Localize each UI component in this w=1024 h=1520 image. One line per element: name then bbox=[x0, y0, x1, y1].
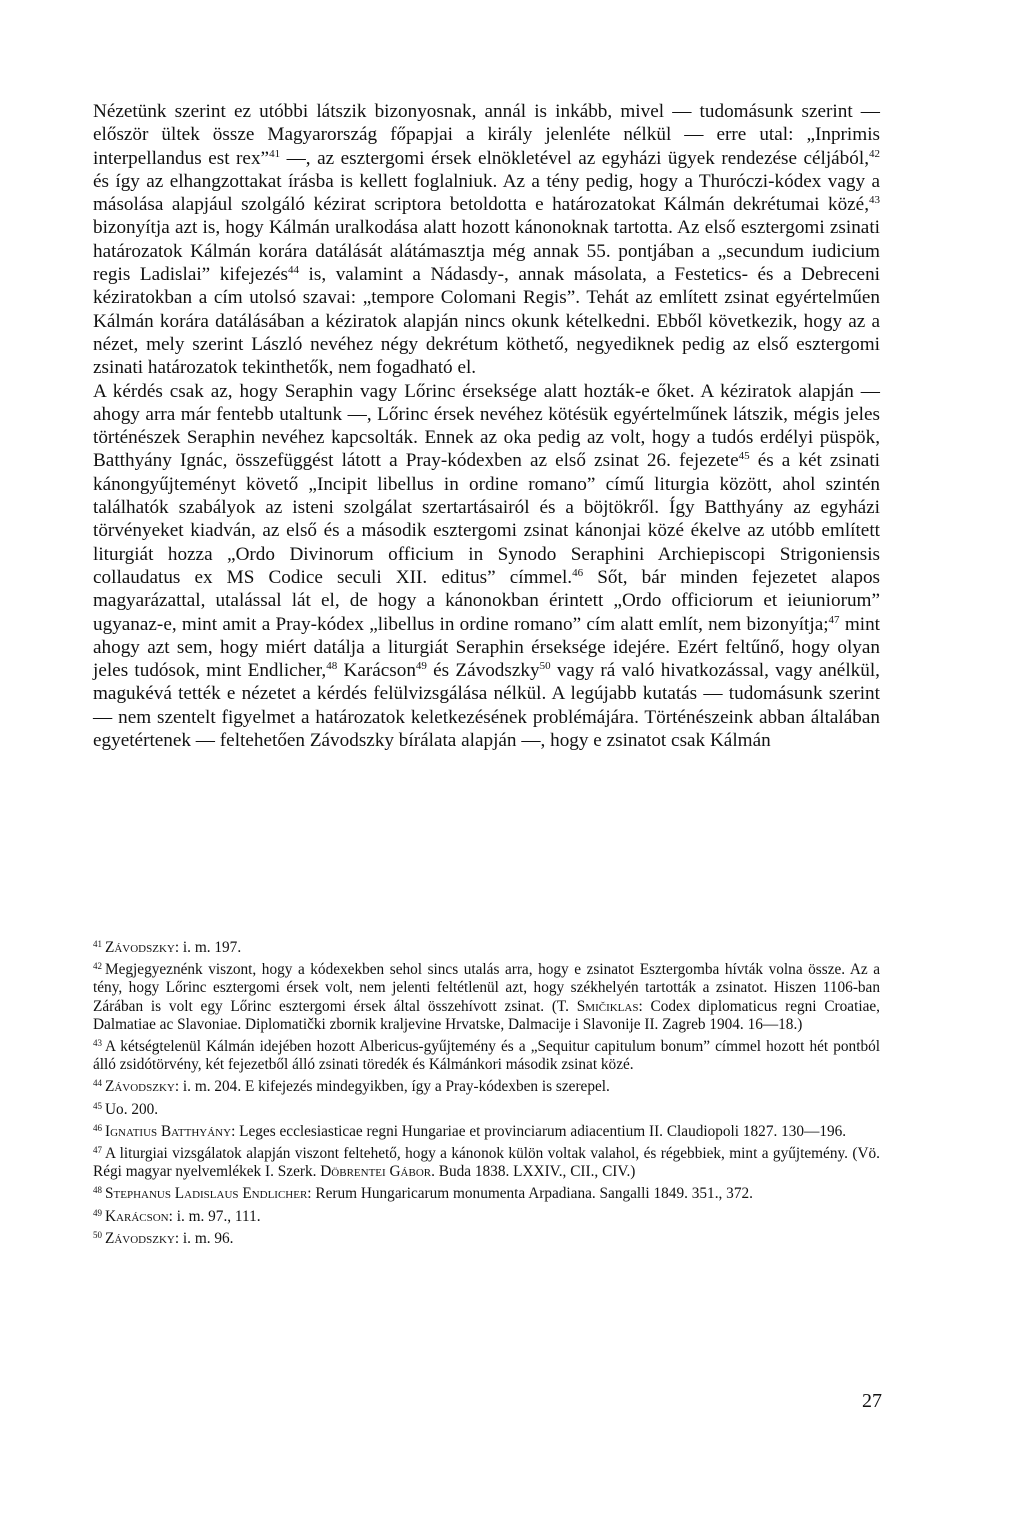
footnote-ref-46[interactable]: 46 bbox=[572, 566, 584, 579]
footnote-ref-43[interactable]: 43 bbox=[869, 194, 880, 207]
footnote-ref-47[interactable]: 47 bbox=[828, 613, 840, 626]
footnote-42: $^{42}$ Megjegyeznénk viszont, hogy a kódexekben sehol sincs utalás arra, hogy e zsinatot Esztergomba hívták volna össze. Az a tény, hogy Lőrinc esztergomi érsek volt, nem jelenti feltétlenül azt, hogy székhelyén tartották a zsinatot. Hiszen 1106-ban Zárában is volt egy Lőrinc esztergomi érsek által összehívott zsinat. (T. Smičiklas: Codex diplomaticus regni Croatiae, Dalmatiae ac Slavoniae. Diplomatički zbornik kraljevine Hrvatske, Dalmacije i Slavonije II. Zagreb 1904. 16—18.) bbox=[93, 961, 880, 1033]
footnote-ref-49[interactable]: 49 bbox=[415, 660, 427, 673]
footnote-46: $^{46}$ Ignatius Batthyány: Leges ecclesiasticae regni Hungariae et provinciarum adiacentium II. Claudiopoli 1827. 130—196. bbox=[93, 1122, 847, 1140]
footnotes bbox=[93, 935, 880, 1248]
footnote-ref-44[interactable]: 44 bbox=[287, 264, 299, 277]
footnote-ref-41[interactable]: 41 bbox=[269, 147, 281, 160]
footnote-44: $^{44}$ Závodszky: i. m. 204. E kifejezés mindegyikben, így a Pray-kódexben is szerepel. bbox=[93, 1078, 610, 1096]
paragraph-2: A kérdés csak az, hogy Seraphin vagy Lőrinc érseksége alatt hozták-e őket. A kéziratok alapján — ahogy arra már fentebb utaltunk —, Lőrinc érsek nevéhez kötésük egyértelműnek látszik, mégis jeles történészek Seraphin nevéhez kapcsolták. Ennek az oka pedig az volt, hogy a tudós erdélyi püspök, Batthyány Ignác, összefüggést látott a Pray-kódexben az első zsinat 26. fejezete$^{45}$ és a két zsinati kánongyűjteményt követő „Incipit libellus in ordine romano” című liturgia között, ahol szintén találhatók szabályok az isteni szolgálat szertartásairól és a böjtökről. Így Batthyány az egyházi törvényeket kiadván, az első és a második esztergomi zsinat kánonjai közé ékelve az utóbb említett liturgiát hozza „Ordo Divinorum officium in Synodo Seraphini Archiepiscopi Strigoniensis collaudatus ex MS Codice seculi XII. editus” címmel.$^{46}$ Sőt, bár minden fejezetet alapos magyarázattal, utalással lát el, de hogy a kánonokban érintett „Ordo officiorum et ieiuniorum” ugyanaz-e, mint amit a Pray-kódex „libellus in ordine romano” cím alatt említ, nem bizonyítja;$^{47}$ mint ahogy azt sem, hogy miért datálja a liturgiát Seraphin érseksége idejére. Ezért feltűnő, hogy olyan jeles tudósok, mint Endlicher,$^{48}$ Karácson$^{49}$ és Závodszky$^{50}$ vagy rá való hivatkozással, vagy anélkül, magukévá tették e nézetet a kérdés felülvizsgálása nélkül. A legújabb kutatás — tudomásunk szerint — nem szentelt figyelmet a határozatok keletkezésének problémájára. Történészeink abban általában egyetértenek — feltehetően Závodszky bírálata alapján —, hogy e zsinatot csak Kálmán bbox=[93, 380, 880, 752]
footnote-50: $^{50}$ Závodszky: i. m. 96. bbox=[93, 1229, 234, 1247]
footnote-48: $^{48}$ Stephanus Ladislaus Endlicher: Rerum Hungaricarum monumenta Arpadiana. Sangalli 1849. 351., 372. bbox=[93, 1185, 753, 1203]
footnote-ref-45[interactable]: 45 bbox=[738, 450, 750, 463]
page-number: 27 bbox=[862, 1390, 882, 1412]
footnote-43: $^{43}$ A kétségtelenül Kálmán idejében hozott Albericus-gyűjtemény és a „Sequitur capitulum bonum” címmel hozott hét pontból álló zsidótörvény, két fejezetből álló zsinati töredék és Kálmánkori második zsinat közé. bbox=[93, 1038, 880, 1074]
footnote-ref-48[interactable]: 48 bbox=[326, 660, 338, 673]
footnote-49: $^{49}$ Karácson: i. m. 97., 111. bbox=[93, 1207, 261, 1225]
footnote-ref-42[interactable]: 42 bbox=[869, 147, 881, 160]
paragraph-1: Nézetünk szerint ez utóbbi látszik bizonyosnak, annál is inkább, mivel — tudomásunk szerint — először ültek össze Magyarország főpapjai a király jelenléte nélkül — erre utal: „Inprimis interpellandus est rex”$^{41}$ —, az esztergomi érsek elnökletével az egyházi ügyek rendezése céljából,$^{42}$ és így az elhangzottakat írásba is kellett foglalniuk. Az a tény pedig, hogy a Thuróczi-kódex vagy a másolása alapjául szolgáló kézirat scriptora betoldotta e határozatokat Kálmán dekrétumai közé,$^{43}$ bizonyítja azt is, hogy Kálmán uralkodása alatt hozott kánonoknak tartotta. Az első esztergomi zsinati határozatok Kálmán korára datálását alátámasztja még annak 55. pontjában a „secundum iudicium regis Ladislai” kifejezés$^{44}$ is, valamint a Nádasdy-, annak másolata, a Festetics- és a Debreceni kéziratokban a cím utolsó szavai: „tempore Colomani Regis”. Tehát az említett zsinat egyértelműen Kálmán korára datálásában a kéziratok alapján nincs okunk kételkedni. Ebből következik, hogy az a nézet, mely szerint László nevéhez négy dekrétum köthető, negyediknek pedig az első esztergomi zsinati határozatok tekinthetők, nem fogadható el. bbox=[93, 101, 881, 379]
main-text bbox=[93, 100, 880, 752]
footnote-47: $^{47}$ A liturgiai vizsgálatok alapján viszont feltehető, hogy a kánonok külön voltak valahol, és régebbiek, mint a gyűjtemény. (Vö. Régi magyar nyelvemlékek I. Szerk. Döbrentei Gábor. Buda 1838. LXXIV., CII., CIV.) bbox=[93, 1145, 880, 1181]
footnote-45: $^{45}$ Uo. 200. bbox=[93, 1100, 159, 1118]
footnote-ref-50[interactable]: 50 bbox=[539, 660, 551, 673]
footnote-41: $^{41}$ Závodszky: i. m. 197. bbox=[93, 939, 242, 956]
